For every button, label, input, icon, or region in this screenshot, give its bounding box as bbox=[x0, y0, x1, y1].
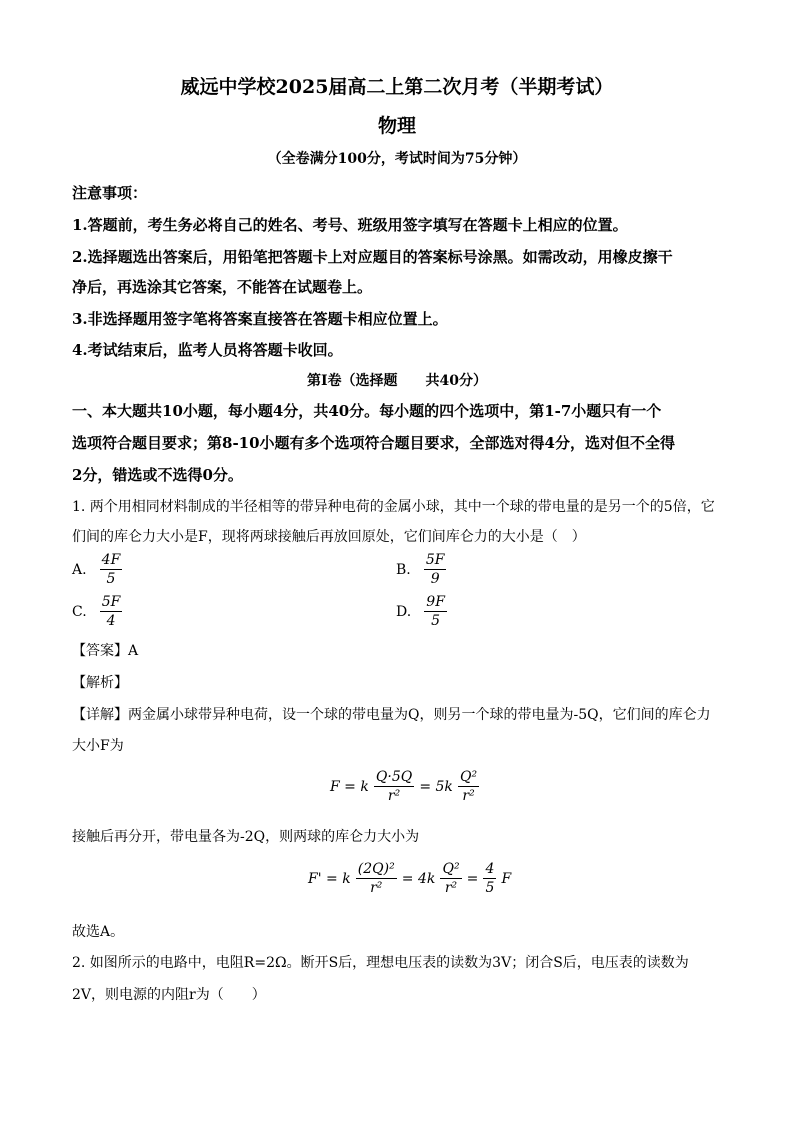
fraction-numerator: Q² bbox=[442, 861, 460, 877]
fraction-numerator: 4 bbox=[485, 861, 495, 877]
option-label: D. bbox=[396, 604, 412, 620]
section-instruction: 一、本大题共10小题，每小题4分，共40分。每小题的四个选项中，第1-7小题只有一个 bbox=[72, 402, 662, 420]
notice-item: 净后，再选涂其它答案，不能答在试题卷上。 bbox=[72, 278, 373, 296]
fraction-numerator: 4F bbox=[101, 552, 121, 568]
q1-answer: 【答案】A bbox=[72, 643, 139, 659]
exam-note: （全卷满分100分，考试时间为75分钟） bbox=[267, 151, 527, 167]
fraction-denominator: r² bbox=[387, 788, 401, 804]
q1-after-contact: 接触后再分开，带电量各为-2Q，则两球的库仑力大小为 bbox=[72, 829, 420, 845]
fraction-denominator: 5 bbox=[106, 571, 116, 587]
q1-option-d bbox=[396, 593, 447, 630]
q1-conclusion: 故选A。 bbox=[72, 924, 125, 940]
option-fraction bbox=[424, 593, 447, 630]
q1-analysis-label: 【解析】 bbox=[72, 675, 128, 691]
q1-equation-2 bbox=[308, 860, 511, 897]
fraction-denominator: 5 bbox=[485, 880, 495, 896]
q1-option-a bbox=[72, 551, 122, 588]
q2-stem: 2. 如图所示的电路中，电阻R=2Ω。断开S后，理想电压表的读数为3V；闭合S后，电压表的读数为 bbox=[72, 955, 689, 971]
notice-item: 4.考试结束后，监考人员将答题卡收回。 bbox=[72, 341, 343, 359]
q1-equation-1 bbox=[330, 768, 479, 805]
section-instruction: 2分，错选或不选得0分。 bbox=[72, 466, 243, 484]
option-fraction bbox=[424, 551, 447, 588]
fraction-denominator: r² bbox=[370, 880, 383, 896]
q1-stem: 们间的库仑力大小是F，现将两球接触后再放回原处，它们间库仑力的大小是（ ） bbox=[72, 529, 586, 545]
fraction-denominator: r² bbox=[444, 880, 458, 896]
equation-fraction bbox=[483, 860, 496, 897]
option-fraction bbox=[100, 551, 123, 588]
fraction-numerator: (2Q)² bbox=[357, 861, 395, 877]
option-label: C. bbox=[72, 604, 87, 620]
option-label: B. bbox=[396, 562, 411, 578]
fraction-numerator: Q·5Q bbox=[375, 769, 413, 785]
q1-option-c bbox=[72, 593, 122, 630]
equation-fraction bbox=[356, 860, 397, 897]
notice-item: 1.答题前，考生务必将自己的姓名、考号、班级用签字填写在答题卡上相应的位置。 bbox=[72, 216, 628, 234]
option-label: A. bbox=[72, 562, 87, 578]
notice-heading: 注意事项： bbox=[72, 184, 148, 202]
q1-detail: 【详解】两金属小球带异种电荷，设一个球的带电量为Q，则另一个球的带电量为-5Q，它们间的库仑力 bbox=[72, 707, 711, 723]
equation-term: = 5k bbox=[419, 779, 453, 795]
equation-term: F = k bbox=[330, 779, 369, 795]
fraction-numerator: Q² bbox=[460, 769, 478, 785]
q2-stem: 2V，则电源的内阻r为（ ） bbox=[72, 987, 266, 1003]
fraction-denominator: 4 bbox=[106, 613, 116, 629]
notice-item: 3.非选择题用签字笔将答案直接答在答题卡相应位置上。 bbox=[72, 310, 448, 328]
exam-title: 威远中学校2025届高二上第二次月考（半期考试） bbox=[180, 76, 614, 98]
fraction-numerator: 9F bbox=[426, 594, 445, 610]
option-fraction bbox=[100, 593, 123, 630]
q1-stem: 1. 两个用相同材料制成的半径相等的带异种电荷的金属小球，其中一个球的带电量的是另一个的5倍，它 bbox=[72, 499, 715, 515]
q1-detail: 大小F为 bbox=[72, 738, 124, 754]
equation-term: = 4k bbox=[401, 871, 436, 887]
notice-item: 2.选择题选出答案后，用铅笔把答题卡上对应题目的答案标号涂黑。如需改动，用橡皮擦干 bbox=[72, 248, 673, 266]
fraction-denominator: 9 bbox=[430, 571, 440, 587]
equation-term: F bbox=[501, 871, 512, 887]
equation-fraction bbox=[374, 768, 414, 805]
fraction-numerator: 5F bbox=[425, 552, 445, 568]
equation-fraction bbox=[458, 768, 479, 805]
fraction-numerator: 5F bbox=[101, 594, 121, 610]
equation-term: F' = k bbox=[308, 871, 351, 887]
section-title: 第I卷（选择题 共40分） bbox=[306, 373, 488, 389]
fraction-denominator: 5 bbox=[431, 613, 441, 629]
section-instruction: 选项符合题目要求；第8-10小题有多个选项符合题目要求，全部选对得4分，选对但不全得 bbox=[72, 434, 675, 452]
q1-option-b bbox=[396, 551, 446, 588]
equation-fraction bbox=[440, 860, 461, 897]
fraction-denominator: r² bbox=[462, 788, 475, 804]
equation-term: = bbox=[466, 871, 479, 887]
subject-title: 物理 bbox=[377, 115, 416, 137]
